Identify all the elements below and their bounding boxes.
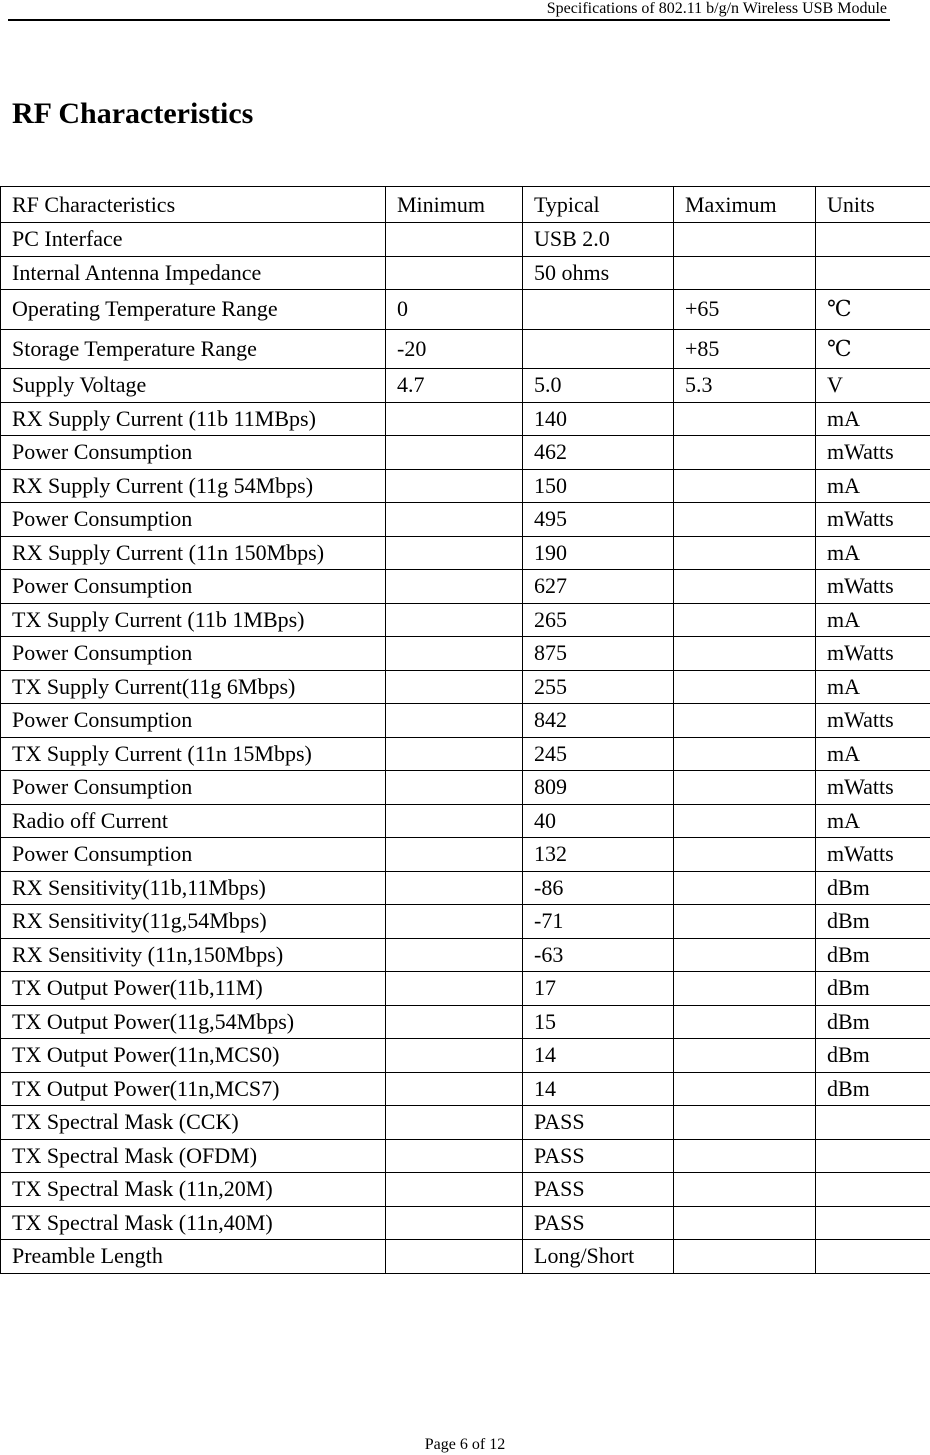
cell-units: mA (816, 603, 930, 637)
cell-typical: Long/Short (523, 1240, 674, 1274)
cell-units: mA (816, 536, 930, 570)
cell-maximum (674, 1139, 816, 1173)
cell-units: mWatts (816, 704, 930, 738)
table-row (1, 737, 930, 771)
cell-maximum (674, 838, 816, 872)
cell-parameter: Storage Temperature Range (1, 329, 386, 369)
table-header-row (1, 187, 930, 223)
cell-units (816, 1240, 930, 1274)
cell-maximum (674, 972, 816, 1006)
cell-minimum (386, 402, 523, 436)
cell-units: mA (816, 804, 930, 838)
cell-maximum (674, 256, 816, 290)
cell-maximum (674, 469, 816, 503)
cell-maximum (674, 938, 816, 972)
cell-maximum (674, 536, 816, 570)
table-row (1, 1072, 930, 1106)
cell-maximum (674, 402, 816, 436)
table-row (1, 256, 930, 290)
column-header-units: Units (816, 187, 930, 223)
table-body (1, 223, 930, 1274)
cell-minimum (386, 704, 523, 738)
cell-maximum (674, 603, 816, 637)
cell-parameter: TX Supply Current (11n 15Mbps) (1, 737, 386, 771)
cell-minimum (386, 503, 523, 537)
column-header-maximum: Maximum (674, 187, 816, 223)
cell-minimum (386, 637, 523, 671)
table-row (1, 290, 930, 330)
cell-maximum (674, 1240, 816, 1274)
cell-units: V (816, 369, 930, 403)
cell-maximum (674, 905, 816, 939)
cell-units: mA (816, 670, 930, 704)
cell-minimum (386, 1072, 523, 1106)
cell-parameter: TX Output Power(11b,11M) (1, 972, 386, 1006)
cell-parameter: Power Consumption (1, 570, 386, 604)
cell-minimum (386, 1039, 523, 1073)
cell-units: mWatts (816, 503, 930, 537)
cell-minimum (386, 1206, 523, 1240)
table-row (1, 1206, 930, 1240)
cell-units (816, 1139, 930, 1173)
column-header-parameter: RF Characteristics (1, 187, 386, 223)
cell-minimum (386, 1139, 523, 1173)
cell-parameter: TX Output Power(11g,54Mbps) (1, 1005, 386, 1039)
cell-parameter: Power Consumption (1, 704, 386, 738)
cell-typical: 50 ohms (523, 256, 674, 290)
cell-minimum (386, 804, 523, 838)
cell-typical: -71 (523, 905, 674, 939)
cell-minimum (386, 536, 523, 570)
table-row (1, 1005, 930, 1039)
cell-minimum: -20 (386, 329, 523, 369)
table-row (1, 972, 930, 1006)
cell-maximum (674, 1106, 816, 1140)
cell-units: dBm (816, 1039, 930, 1073)
cell-units: dBm (816, 871, 930, 905)
cell-typical: 627 (523, 570, 674, 604)
column-header-minimum: Minimum (386, 187, 523, 223)
cell-units: mA (816, 402, 930, 436)
cell-units: dBm (816, 972, 930, 1006)
cell-units: dBm (816, 905, 930, 939)
table-row (1, 1173, 930, 1207)
cell-maximum (674, 637, 816, 671)
cell-maximum (674, 436, 816, 470)
cell-minimum (386, 1240, 523, 1274)
table-row (1, 1106, 930, 1140)
cell-units: mWatts (816, 637, 930, 671)
cell-typical: 255 (523, 670, 674, 704)
cell-parameter: Radio off Current (1, 804, 386, 838)
cell-typical: 5.0 (523, 369, 674, 403)
table-row (1, 1139, 930, 1173)
table-row (1, 469, 930, 503)
cell-minimum (386, 771, 523, 805)
cell-units: mWatts (816, 838, 930, 872)
cell-units: dBm (816, 938, 930, 972)
cell-minimum (386, 223, 523, 257)
table-row (1, 603, 930, 637)
cell-maximum: 5.3 (674, 369, 816, 403)
table-row (1, 1039, 930, 1073)
cell-units (816, 256, 930, 290)
cell-typical: 40 (523, 804, 674, 838)
table-row (1, 503, 930, 537)
cell-minimum (386, 603, 523, 637)
cell-typical: 15 (523, 1005, 674, 1039)
cell-units: dBm (816, 1005, 930, 1039)
header-divider (8, 19, 890, 21)
cell-typical: PASS (523, 1206, 674, 1240)
cell-typical: PASS (523, 1173, 674, 1207)
table-row (1, 436, 930, 470)
cell-parameter: Power Consumption (1, 503, 386, 537)
cell-parameter: Preamble Length (1, 1240, 386, 1274)
cell-typical: 14 (523, 1072, 674, 1106)
cell-typical: 495 (523, 503, 674, 537)
cell-typical: 265 (523, 603, 674, 637)
cell-parameter: RX Supply Current (11b 11MBps) (1, 402, 386, 436)
cell-minimum (386, 1173, 523, 1207)
cell-parameter: Internal Antenna Impedance (1, 256, 386, 290)
cell-typical: 190 (523, 536, 674, 570)
cell-parameter: TX Spectral Mask (OFDM) (1, 1139, 386, 1173)
cell-minimum (386, 570, 523, 604)
cell-parameter: Supply Voltage (1, 369, 386, 403)
cell-minimum (386, 1005, 523, 1039)
cell-maximum (674, 670, 816, 704)
cell-parameter: Power Consumption (1, 838, 386, 872)
cell-parameter: Power Consumption (1, 637, 386, 671)
cell-maximum (674, 1173, 816, 1207)
table-row (1, 570, 930, 604)
cell-minimum: 0 (386, 290, 523, 330)
cell-maximum (674, 1039, 816, 1073)
cell-minimum (386, 871, 523, 905)
cell-typical: 132 (523, 838, 674, 872)
cell-maximum: +65 (674, 290, 816, 330)
cell-minimum (386, 972, 523, 1006)
cell-units: ℃ (816, 290, 930, 330)
table-row (1, 905, 930, 939)
cell-minimum (386, 1106, 523, 1140)
table-row (1, 871, 930, 905)
cell-typical: 875 (523, 637, 674, 671)
cell-typical: 17 (523, 972, 674, 1006)
cell-minimum (386, 469, 523, 503)
cell-parameter: Power Consumption (1, 771, 386, 805)
cell-typical: 140 (523, 402, 674, 436)
document-header-title: Specifications of 802.11 b/g/n Wireless USB Module (546, 0, 887, 17)
table-row (1, 637, 930, 671)
cell-parameter: TX Spectral Mask (11n,40M) (1, 1206, 386, 1240)
cell-typical: 150 (523, 469, 674, 503)
cell-maximum (674, 223, 816, 257)
cell-units (816, 223, 930, 257)
table-row (1, 1240, 930, 1274)
table-row (1, 704, 930, 738)
cell-maximum (674, 804, 816, 838)
table-row (1, 329, 930, 369)
table-row (1, 369, 930, 403)
cell-typical (523, 290, 674, 330)
cell-parameter: RX Supply Current (11n 150Mbps) (1, 536, 386, 570)
cell-units: dBm (816, 1072, 930, 1106)
cell-minimum (386, 737, 523, 771)
cell-parameter: TX Spectral Mask (CCK) (1, 1106, 386, 1140)
cell-maximum (674, 771, 816, 805)
column-header-typical: Typical (523, 187, 674, 223)
cell-units: ℃ (816, 329, 930, 369)
cell-typical: -86 (523, 871, 674, 905)
table-row (1, 670, 930, 704)
cell-typical: USB 2.0 (523, 223, 674, 257)
cell-minimum (386, 938, 523, 972)
cell-parameter: RX Sensitivity (11n,150Mbps) (1, 938, 386, 972)
cell-maximum: +85 (674, 329, 816, 369)
cell-minimum (386, 838, 523, 872)
section-title: RF Characteristics (12, 97, 254, 130)
table-row (1, 771, 930, 805)
cell-typical: PASS (523, 1139, 674, 1173)
cell-parameter: TX Output Power(11n,MCS7) (1, 1072, 386, 1106)
cell-minimum (386, 905, 523, 939)
cell-parameter: Power Consumption (1, 436, 386, 470)
cell-parameter: RX Sensitivity(11g,54Mbps) (1, 905, 386, 939)
cell-typical: 14 (523, 1039, 674, 1073)
cell-typical (523, 329, 674, 369)
cell-minimum (386, 670, 523, 704)
cell-typical: 245 (523, 737, 674, 771)
cell-parameter: TX Supply Current (11b 1MBps) (1, 603, 386, 637)
cell-maximum (674, 1072, 816, 1106)
cell-units: mA (816, 737, 930, 771)
cell-minimum (386, 256, 523, 290)
cell-units: mA (816, 469, 930, 503)
table-row (1, 223, 930, 257)
cell-units: mWatts (816, 570, 930, 604)
table-row (1, 838, 930, 872)
cell-minimum: 4.7 (386, 369, 523, 403)
cell-units (816, 1173, 930, 1207)
cell-typical: PASS (523, 1106, 674, 1140)
cell-parameter: Operating Temperature Range (1, 290, 386, 330)
table-row (1, 402, 930, 436)
cell-units (816, 1206, 930, 1240)
cell-parameter: TX Output Power(11n,MCS0) (1, 1039, 386, 1073)
table-row (1, 804, 930, 838)
cell-parameter: TX Spectral Mask (11n,20M) (1, 1173, 386, 1207)
table-row (1, 938, 930, 972)
cell-parameter: RX Sensitivity(11b,11Mbps) (1, 871, 386, 905)
cell-minimum (386, 436, 523, 470)
cell-units: mWatts (816, 771, 930, 805)
page-number: Page 6 of 12 (424, 1436, 506, 1453)
rf-characteristics-table (0, 186, 930, 1274)
cell-maximum (674, 570, 816, 604)
cell-typical: 809 (523, 771, 674, 805)
cell-typical: 842 (523, 704, 674, 738)
cell-maximum (674, 704, 816, 738)
cell-units (816, 1106, 930, 1140)
cell-maximum (674, 1005, 816, 1039)
table-row (1, 536, 930, 570)
cell-maximum (674, 737, 816, 771)
cell-maximum (674, 1206, 816, 1240)
cell-maximum (674, 503, 816, 537)
cell-typical: -63 (523, 938, 674, 972)
cell-parameter: TX Supply Current(11g 6Mbps) (1, 670, 386, 704)
cell-parameter: PC Interface (1, 223, 386, 257)
cell-parameter: RX Supply Current (11g 54Mbps) (1, 469, 386, 503)
cell-maximum (674, 871, 816, 905)
cell-units: mWatts (816, 436, 930, 470)
cell-typical: 462 (523, 436, 674, 470)
